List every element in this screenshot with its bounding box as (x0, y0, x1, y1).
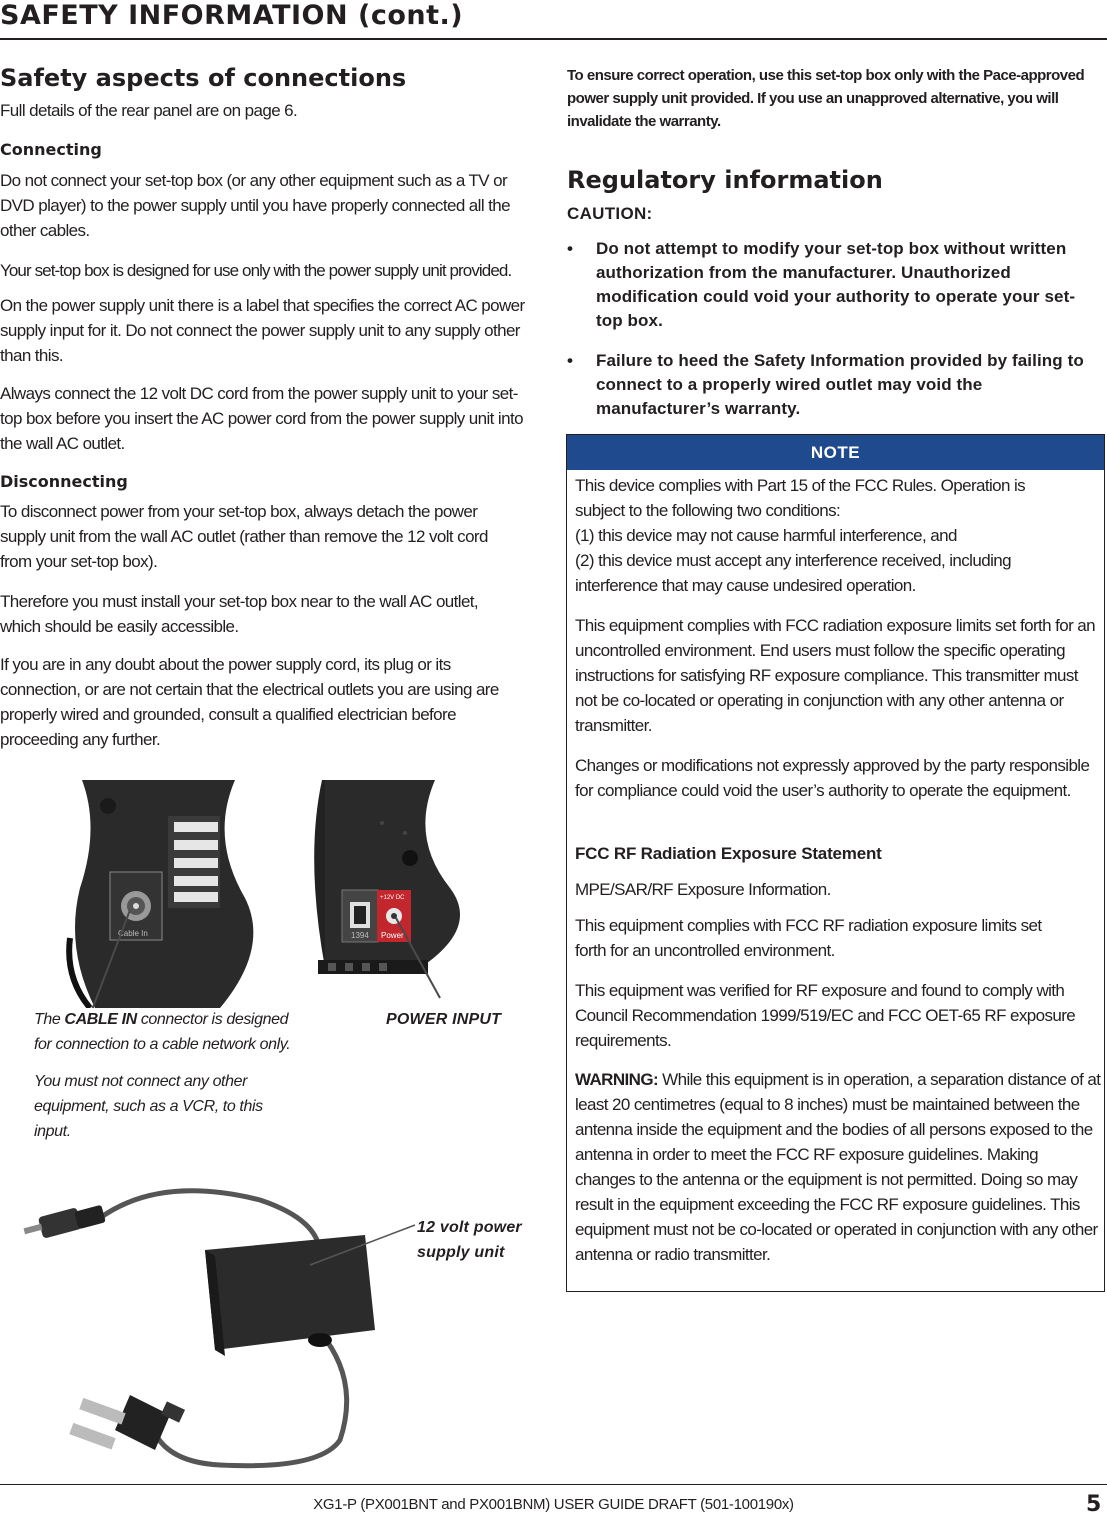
disconnecting-paragraph-1: To disconnect power from your set-top box, always detach the power supply unit from the wall AC outlet (rather than remove the 12 volt cord from your set-top box). (0, 502, 488, 571)
fcc-heading: FCC RF Radiation Exposure Statement (575, 844, 882, 863)
subheading-connecting: Connecting (0, 140, 102, 159)
section-heading-regulatory: Regulatory information (567, 166, 883, 194)
disconnecting-paragraph-2: Therefore you must install your set-top box near to the wall AC outlet, which should be easily accessible. (0, 592, 479, 636)
barcode-label (168, 816, 220, 908)
page-number: 5 (1086, 1492, 1102, 1517)
connecting-paragraph-3: On the power supply unit there is a label that specifies the correct AC power supply input for it. Do not connect the power supply unit to any supply other than this. (0, 296, 525, 365)
caution-bullet-text: Failure to heed the Safety Information provided by failing to connect to a properly wired outlet may void the manufacturer’s warranty. (596, 351, 1084, 418)
rear-panel-illustration (60, 778, 530, 1008)
power-supply-illustration (20, 1180, 440, 1480)
footer-text: XG1-P (PX001BNT and PX001BNM) USER GUIDE DRAFT (501-100190x) (313, 1496, 794, 1513)
header-rule (0, 38, 1107, 40)
connecting-paragraph-1: Do not connect your set-top box (or any other equipment such as a TV or DVD player) to the power supply until you have properly connected all the other cables. (0, 171, 510, 240)
disconnecting-paragraph-3: If you are in any doubt about the power supply cord, its plug or its connection, or are not certain that the electrical outlets you are using are properly wired and grounded, consult a qualified electrician before proceeding any further. (0, 655, 499, 749)
note-paragraph-6: This equipment was verified for RF exposure and found to comply with Council Recommendation 1999/519/EC and FCC OET-65 RF exposure requirements. (575, 981, 1076, 1050)
port-power-label: Power (381, 931, 404, 940)
power-panel (314, 780, 460, 998)
note-paragraph-3: Changes or modifications not expressly approved by the party responsible for compliance could void the user’s authority to operate the equipment. (575, 756, 1090, 800)
connecting-paragraph-2: Your set-top box is designed for use only with the power supply unit provided. (0, 261, 512, 280)
port-voltage-label: +12V DC (380, 895, 405, 901)
subheading-disconnecting: Disconnecting (0, 472, 128, 491)
page-title: SAFETY INFORMATION (cont.) (0, 0, 464, 31)
power-input-label: POWER INPUT (386, 1011, 502, 1028)
note-paragraph-2: This equipment complies with FCC radiation exposure limits set forth for an uncontrolled environment. End users must follow the specific operating instructions for satisfying RF exposure compliance. This transmitter must not be co-located or operating in conjunction with any other antenna or transmitter. (575, 616, 1096, 735)
note-paragraph-1c: (2) this device must accept any interference received, including interference that may cause undesired operation. (575, 551, 1011, 595)
note-paragraph-1b: (1) this device may not cause harmful interference, and (575, 526, 957, 545)
warning-text: While this equipment is in operation, a separation distance of at least 20 centimetres (equal to 8 inches) must be maintained between the antenna inside the equipment and the bodies of all persons exposed to the antenna in order to meet the FCC RF exposure guidelines. Making changes to the antenna or the equipment is not permitted. Doing so may result in the equipment exceeding the FCC RF exposure guidelines. This equipment must not be co-located or operated in conjunction with any other antenna or radio transmitter. (575, 1070, 1101, 1264)
note-paragraph-1a: This device complies with Part 15 of the FCC Rules. Operation is subject to the following two conditions: (575, 476, 1026, 520)
port-1394-label: 1394 (351, 931, 369, 940)
footer-rule (0, 1484, 1107, 1485)
warning-label: WARNING: (575, 1070, 659, 1089)
warranty-note: To ensure correct operation, use this set-top box only with the Pace-approved power supply unit provided. If you use an unapproved alternative, you will invalidate the warranty. (567, 67, 1085, 130)
cable-in-port-label: Cable In (118, 929, 148, 938)
psu-label: 12 volt power supply unit (417, 1219, 522, 1261)
psu-brick (205, 1235, 375, 1356)
connecting-paragraph-4: Always connect the 12 volt DC cord from the power supply unit to your set-top box before you insert the AC power cord from the power supply unit into the wall AC outlet. (0, 384, 523, 453)
cable-in-warning: You must not connect any other equipment, such as a VCR, to this input. (34, 1073, 263, 1140)
warning-paragraph (575, 1067, 1101, 1267)
bullet-icon: • (567, 351, 574, 370)
note-paragraph-4: MPE/SAR/RF Exposure Information. (575, 880, 831, 899)
note-paragraph-5: This equipment complies with FCC RF radiation exposure limits set forth for an uncontrolled environment. (575, 916, 1042, 960)
cable-in-caption: The CABLE IN connector is designed for connection to a cable network only. (34, 1011, 291, 1053)
ac-plug-icon (69, 1395, 185, 1450)
caution-bullet-text: Do not attempt to modify your set-top box without written authorization from the manufacturer. Unauthorized modification could void your authority to operate your set-top box. (596, 239, 1076, 330)
dc-plug-icon (24, 1205, 106, 1239)
note-box (566, 434, 1105, 1292)
note-header: NOTE (567, 435, 1104, 470)
caution-label: CAUTION: (567, 204, 653, 223)
cable-in-emphasis: CABLE IN (64, 1011, 137, 1028)
intro-text: Full details of the rear panel are on page 6. (0, 101, 298, 120)
bullet-icon: • (567, 239, 574, 258)
cable-in-panel (69, 780, 253, 1008)
section-heading-connections: Safety aspects of connections (0, 64, 407, 92)
